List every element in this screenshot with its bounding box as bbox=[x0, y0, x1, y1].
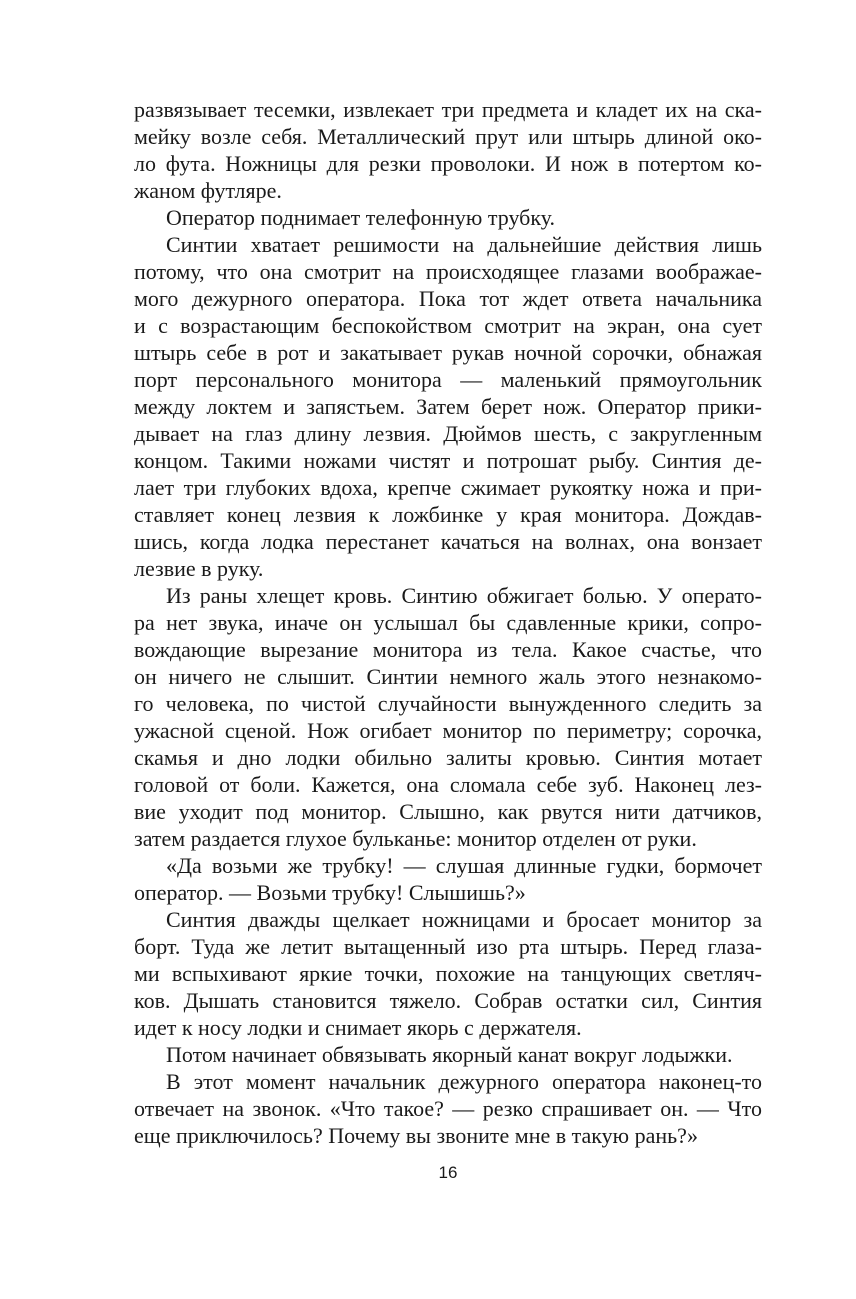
text-line: мейку возле себя. Металлический прут или штырь длиной око- bbox=[134, 124, 762, 149]
text-line: потому, что она смотрит на происходящее глазами воображае- bbox=[134, 259, 762, 284]
text-line: ло фута. Ножницы для резки проволоки. И нож в потертом ко- bbox=[134, 151, 762, 176]
text-line: затем раздается глухое бульканье: монитор отделен от руки. bbox=[134, 826, 697, 851]
text-line: В этот момент начальник дежурного оператора наконец-то bbox=[166, 1069, 762, 1094]
text-line: штырь себе в рот и закатывает рукав ночной сорочки, обнажая bbox=[134, 340, 762, 365]
text-line: концом. Такими ножами чистят и потрошат рыбу. Синтия де- bbox=[134, 448, 762, 473]
page-number: 16 bbox=[438, 1163, 458, 1182]
text-line: Потом начинает обвязывать якорный канат вокруг лодыжки. bbox=[166, 1042, 733, 1067]
text-line: ми вспыхивают яркие точки, похожие на танцующих светляч- bbox=[134, 961, 762, 986]
text-line: Синтия дважды щелкает ножницами и бросает монитор за bbox=[166, 907, 762, 932]
text-line: ставляет конец лезвия к ложбинке у края монитора. Дождав- bbox=[134, 502, 762, 527]
text-line: лает три глубоких вдоха, крепче сжимает рукоятку ножа и при- bbox=[134, 475, 762, 500]
text-line: оператор. — Возьми трубку! Слышишь?» bbox=[134, 880, 526, 905]
paragraph bbox=[134, 582, 762, 852]
text-line: го человека, по чистой случайности вынужденного следить за bbox=[134, 691, 762, 716]
text-line: Оператор поднимает телефонную трубку. bbox=[166, 205, 556, 230]
paragraph bbox=[134, 204, 762, 231]
text-line: шись, когда лодка перестанет качаться на волнах, она вонзает bbox=[134, 529, 762, 554]
text-line: скамья и дно лодки обильно залиты кровью. Синтия мотает bbox=[134, 745, 762, 770]
text-line: дывает на глаз длину лезвия. Дюймов шесть, с закругленным bbox=[134, 421, 762, 446]
text-line: мого дежурного оператора. Пока тот ждет ответа начальника bbox=[134, 286, 762, 311]
text-line: Синтии хватает решимости на дальнейшие действия лишь bbox=[166, 232, 762, 257]
text-line: Из раны хлещет кровь. Синтию обжигает болью. У операто- bbox=[166, 583, 762, 608]
text-line: отвечает на звонок. «Что такое? — резко спрашивает он. — Что bbox=[134, 1096, 762, 1121]
paragraph bbox=[134, 96, 762, 204]
paragraph bbox=[134, 852, 762, 906]
text-line: он ничего не слышит. Синтии немного жаль этого незнакомо- bbox=[134, 664, 762, 689]
paragraph bbox=[134, 1068, 762, 1149]
text-line: между локтем и запястьем. Затем берет нож. Оператор прики- bbox=[134, 394, 762, 419]
text-line: ра нет звука, иначе он услышал бы сдавленные крики, сопро- bbox=[134, 610, 762, 635]
text-line: борт. Туда же летит вытащенный изо рта штырь. Перед глаза- bbox=[134, 934, 762, 959]
body-text bbox=[134, 96, 762, 1149]
paragraph bbox=[134, 231, 762, 582]
text-line: еще приключилось? Почему вы звоните мне в такую рань?» bbox=[134, 1123, 698, 1148]
text-line: вие уходит под монитор. Слышно, как рвутся нити датчиков, bbox=[134, 799, 762, 824]
text-line: лезвие в руку. bbox=[134, 556, 264, 581]
text-line: жаном футляре. bbox=[134, 178, 282, 203]
text-line: и с возрастающим беспокойством смотрит на экран, она сует bbox=[134, 313, 762, 338]
text-line: ужасной сценой. Нож огибает монитор по периметру; сорочка, bbox=[134, 718, 762, 743]
text-line: головой от боли. Кажется, она сломала себе зуб. Наконец лез- bbox=[134, 772, 762, 797]
paragraph bbox=[134, 1041, 762, 1068]
text-line: развязывает тесемки, извлекает три предмета и кладет их на ска- bbox=[134, 97, 762, 122]
text-line: идет к носу лодки и снимает якорь с держателя. bbox=[134, 1015, 582, 1040]
text-line: ков. Дышать становится тяжело. Собрав остатки сил, Синтия bbox=[134, 988, 762, 1013]
text-line: порт персонального монитора — маленький прямоугольник bbox=[134, 367, 762, 392]
paragraph bbox=[134, 906, 762, 1041]
text-line: вождающие вырезание монитора из тела. Какое счастье, что bbox=[134, 637, 762, 662]
text-line: «Да возьми же трубку! — слушая длинные гудки, бормочет bbox=[166, 853, 762, 878]
